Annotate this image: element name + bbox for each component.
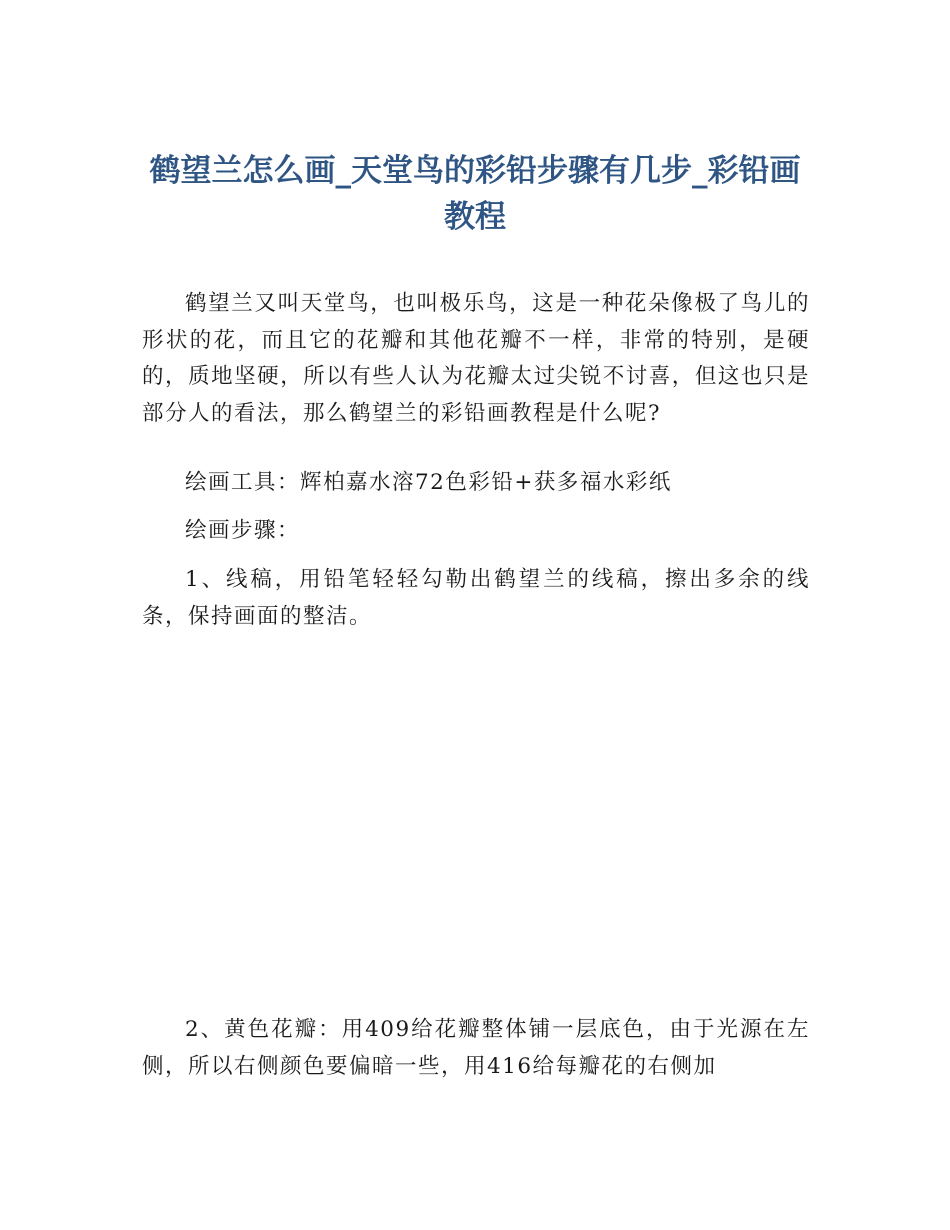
step1-paragraph: 1、线稿，用铅笔轻轻勾勒出鹤望兰的线稿，擦出多余的线条，保持画面的整洁。 (142, 567, 810, 629)
page-title: 鹤望兰怎么画_天堂鸟的彩铅步骤有几步_彩铅画教程 (149, 153, 801, 235)
intro-paragraph: 鹤望兰又叫天堂鸟，也叫极乐鸟，这是一种花朵像极了鸟儿的形状的花，而且它的花瓣和其他花瓣不一样，非常的特别，是硬的，质地坚硬，所以有些人认为花瓣太过尖锐不讨喜，但这也只是部分人的看法，那么鹤望兰的彩铅画教程是什么呢? (142, 291, 810, 426)
steps-heading: 绘画步骤： (185, 518, 301, 543)
step2-paragraph: 2、黄色花瓣：用409给花瓣整体铺一层底色，由于光源在左侧，所以右侧颜色要偏暗一些，用416给每瓣花的右侧加 (142, 1017, 810, 1079)
blank-image-area (142, 640, 810, 1000)
tools-paragraph: 绘画工具：辉柏嘉水溶72色彩铅+获多福水彩纸 (185, 470, 672, 495)
